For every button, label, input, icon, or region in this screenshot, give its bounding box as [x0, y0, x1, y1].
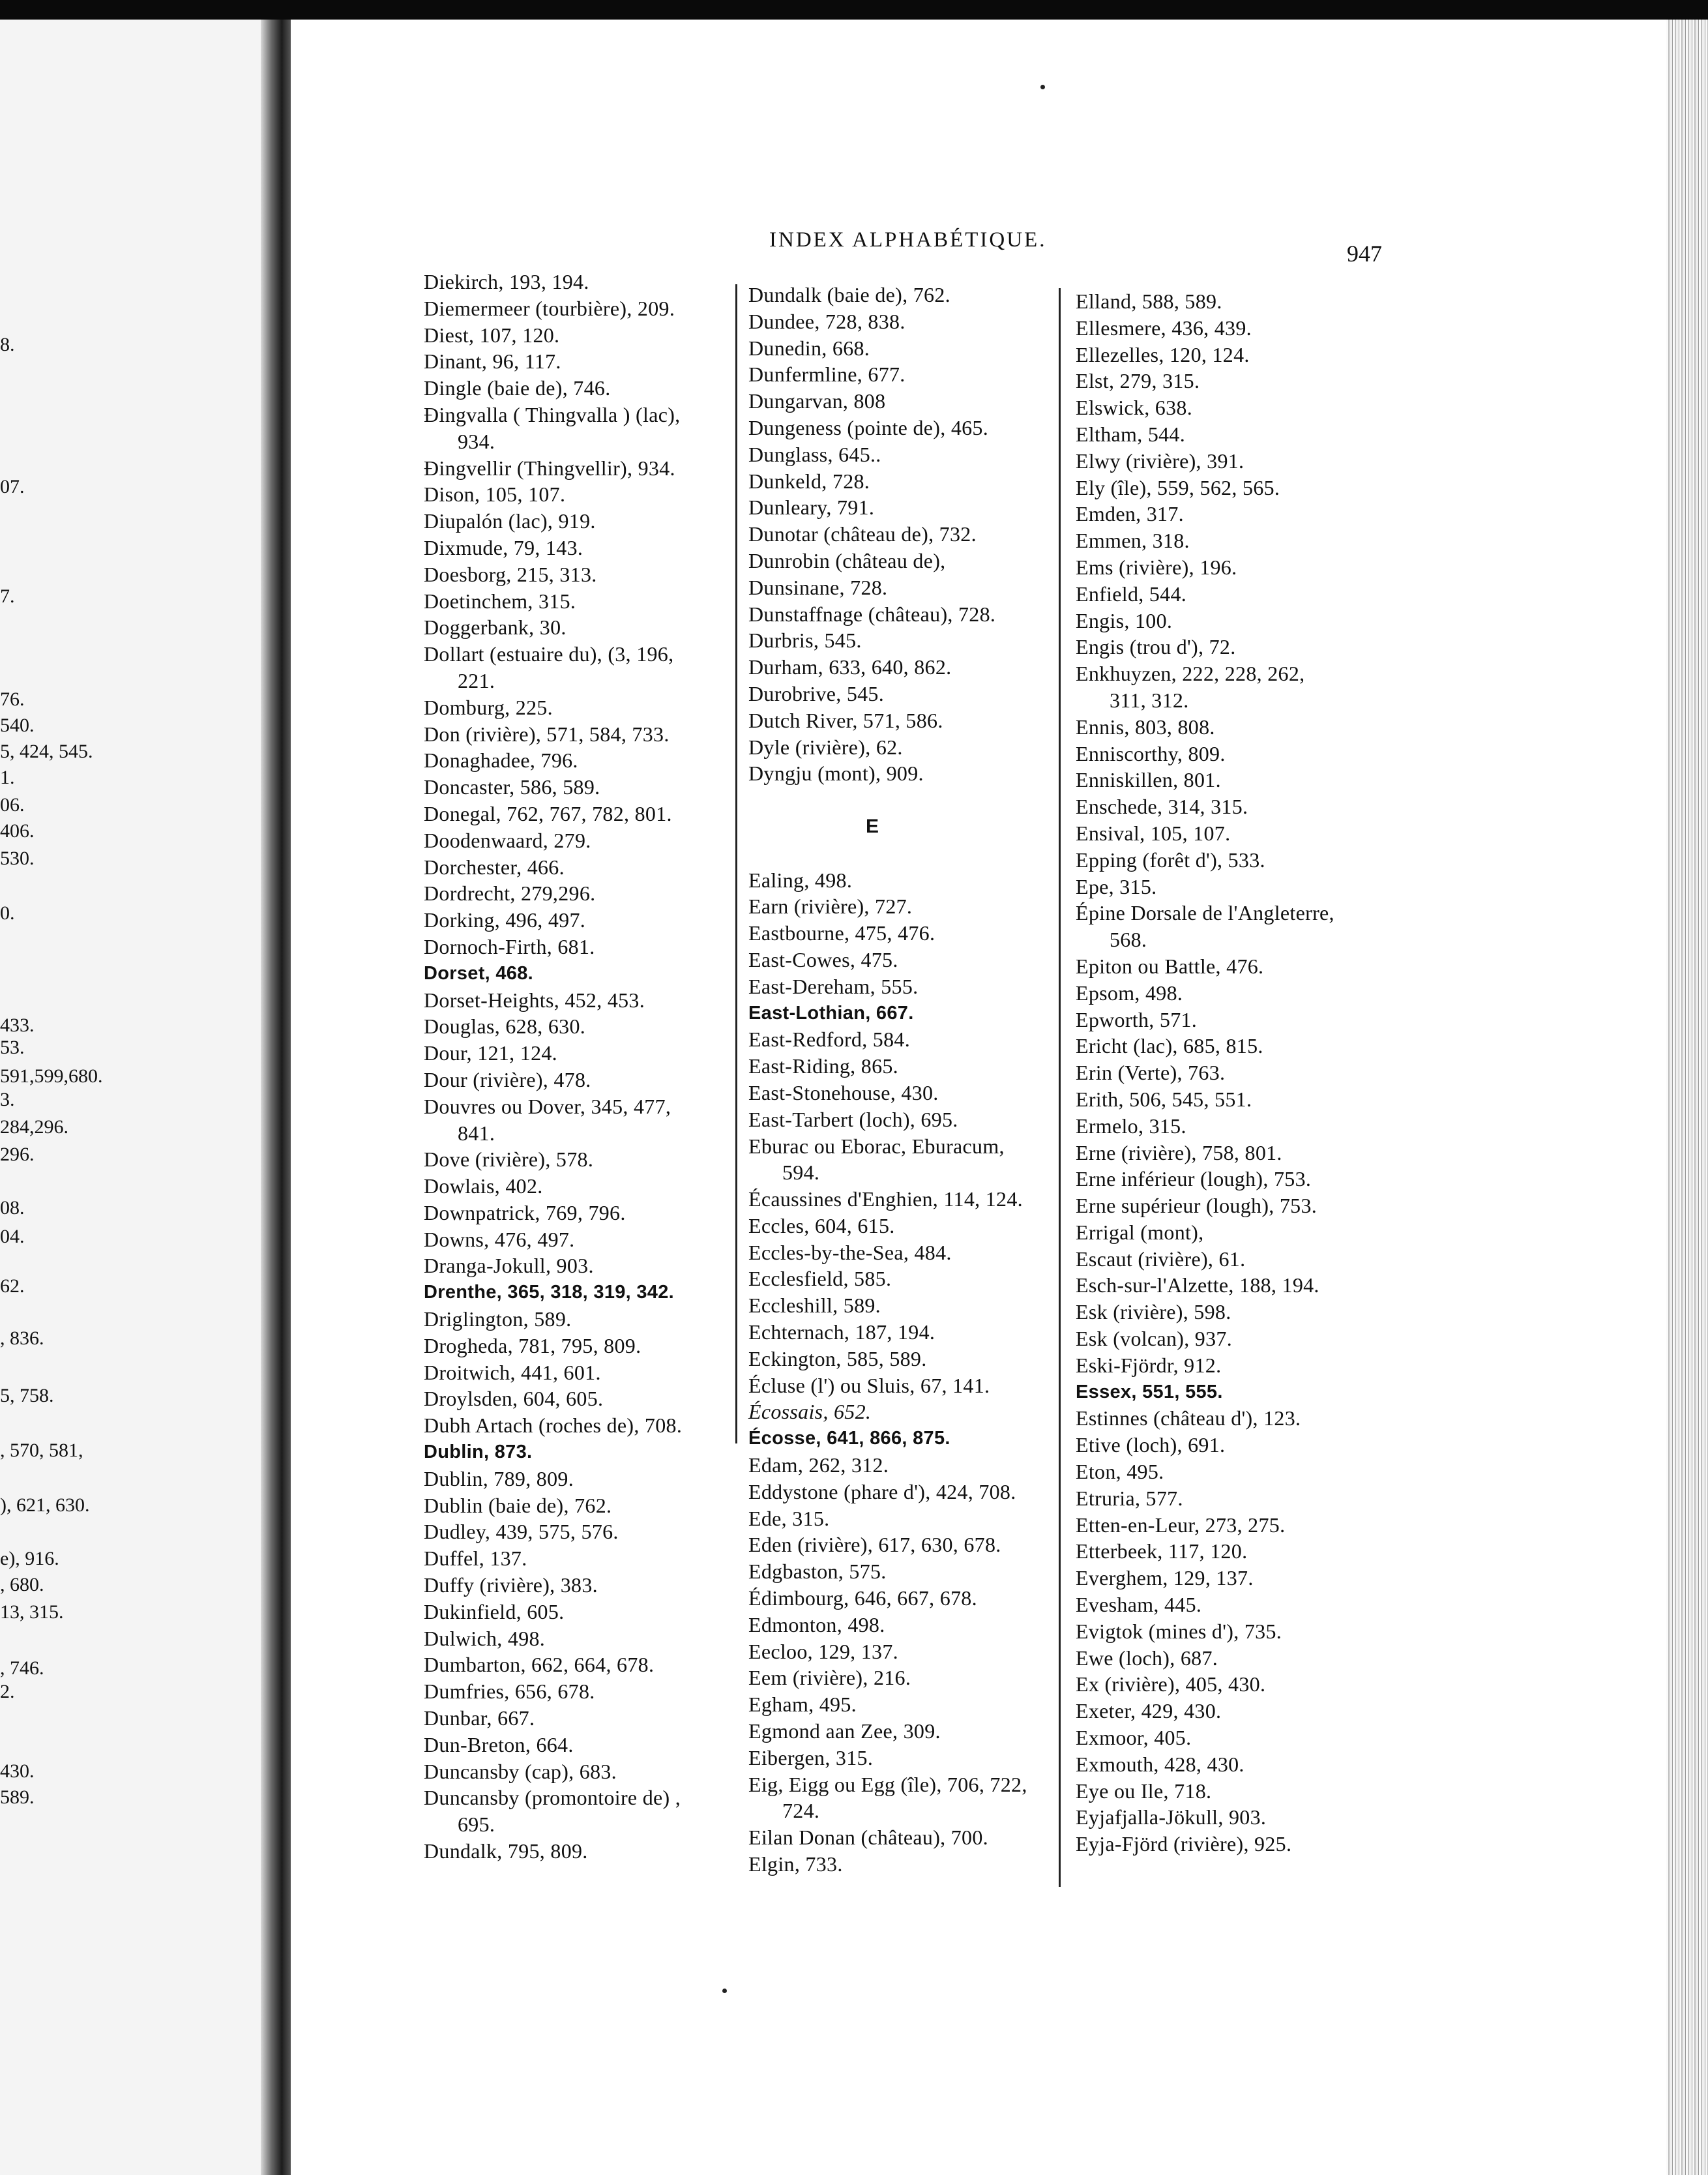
index-entry: Doncaster, 586, 589. [424, 775, 600, 799]
index-entry: Dunrobin (château de), [748, 548, 946, 572]
index-entry: Durbris, 545. [748, 629, 862, 653]
index-entry: Elst, 279, 315. [1076, 369, 1200, 393]
index-entry: Drenthe, 365, 318, 319, 342. [424, 1282, 675, 1303]
index-entry: Ennis, 803, 808. [1076, 715, 1215, 739]
index-entry: Duncansby (promontoire de) , [424, 1786, 681, 1810]
index-entry: Dunotar (château de), 732. [748, 522, 977, 546]
index-entry: Elland, 588, 589. [1076, 289, 1222, 313]
index-entry: Esk (rivière), 598. [1076, 1300, 1231, 1324]
left-page-fragment: 433. [0, 1014, 35, 1036]
left-page-fragment: , 836. [0, 1327, 44, 1349]
index-entry: Escaut (rivière), 61. [1076, 1247, 1246, 1271]
index-entry: Etterbeek, 117, 120. [1076, 1539, 1248, 1563]
left-page-fragment: 1. [0, 767, 15, 788]
index-entry: Doesborg, 215, 313. [424, 562, 597, 586]
index-entry: Egmond aan Zee, 309. [748, 1719, 941, 1743]
index-entry: Dun-Breton, 664. [424, 1732, 574, 1756]
index-entry: Eem (rivière), 216. [748, 1666, 911, 1690]
index-entry: East-Riding, 865. [748, 1054, 898, 1078]
index-entry: Ellezelles, 120, 124. [1076, 342, 1250, 366]
index-entry: Eddystone (phare d'), 424, 708. [748, 1479, 1016, 1503]
index-entry: Esch-sur-l'Alzette, 188, 194. [1076, 1273, 1319, 1297]
index-entry: 311, 312. [1110, 688, 1189, 712]
index-entry: 841. [458, 1121, 495, 1145]
column-rule [735, 284, 737, 1443]
left-page-fragment: 540. [0, 715, 35, 736]
left-page-fragment: 53. [0, 1037, 25, 1058]
index-entry: Eccles-by-the-Sea, 484. [748, 1240, 952, 1264]
left-page-fragment: 284,296. [0, 1116, 68, 1138]
index-entry: Dunfermline, 677. [748, 363, 906, 387]
index-entry: Erne supérieur (lough), 753. [1076, 1194, 1318, 1218]
index-entry: Ericht (lac), 685, 815. [1076, 1034, 1263, 1058]
index-entry: Eibergen, 315. [748, 1745, 874, 1769]
index-entry: Douvres ou Dover, 345, 477, [424, 1094, 671, 1118]
index-entry: Erne inférieur (lough), 753. [1076, 1167, 1312, 1191]
index-entry: East-Tarbert (loch), 695. [748, 1107, 958, 1131]
index-entry: Eig, Eigg ou Egg (île), 706, 722, [748, 1772, 1027, 1796]
index-entry: Etten-en-Leur, 273, 275. [1076, 1513, 1286, 1537]
index-entry: Eecloo, 129, 137. [748, 1639, 898, 1663]
left-page-fragment: 406. [0, 820, 35, 842]
index-entry: Dundalk, 795, 809. [424, 1839, 588, 1863]
page-number: 947 [1347, 241, 1382, 267]
index-entry: Eton, 495. [1076, 1460, 1164, 1484]
index-entry: Douglas, 628, 630. [424, 1014, 586, 1039]
index-entry: Dorset, 468. [424, 962, 534, 984]
index-entry: Enkhuyzen, 222, 228, 262, [1076, 662, 1305, 686]
index-entry: Dorking, 496, 497. [424, 908, 586, 932]
index-entry: Evesham, 445. [1076, 1593, 1202, 1617]
index-entry: Dison, 105, 107. [424, 482, 566, 507]
index-entry: Écaussines d'Enghien, 114, 124. [748, 1187, 1023, 1211]
index-entry: Écosse, 641, 866, 875. [748, 1428, 950, 1449]
index-entry: Dublin (baie de), 762. [424, 1493, 612, 1517]
left-page-fragment: 5, 758. [0, 1385, 54, 1406]
index-entry: Engis, 100. [1076, 608, 1173, 632]
index-entry: Ede, 315. [748, 1506, 830, 1530]
index-entry: Erith, 506, 545, 551. [1076, 1087, 1252, 1111]
index-entry: Dowlais, 402. [424, 1174, 543, 1198]
index-entry: Écluse (l') ou Sluis, 67, 141. [748, 1373, 990, 1397]
index-entry: Epworth, 571. [1076, 1007, 1198, 1031]
index-entry: Etive (loch), 691. [1076, 1433, 1226, 1457]
left-page-fragment: ), 621, 630. [0, 1494, 90, 1516]
index-entry: Écossais, 652. [748, 1400, 872, 1424]
index-entry: Dunleary, 791. [748, 496, 875, 520]
index-entry: Enniskillen, 801. [1076, 768, 1221, 792]
book-gutter [261, 20, 291, 2175]
index-entry: Epiton ou Battle, 476. [1076, 954, 1264, 978]
index-entry: Estinnes (château d'), 123. [1076, 1406, 1301, 1430]
index-entry: 594. [782, 1161, 820, 1185]
index-entry: East-Cowes, 475. [748, 947, 898, 971]
index-entry: Droylsden, 604, 605. [424, 1387, 604, 1411]
index-entry: Downs, 476, 497. [424, 1227, 575, 1251]
index-entry: East-Lothian, 667. [748, 1002, 914, 1024]
index-entry: Evigtok (mines d'), 735. [1076, 1619, 1282, 1643]
index-entry: Dunkeld, 728. [748, 469, 870, 493]
index-entry: Eyjafjalla-Jökull, 903. [1076, 1805, 1267, 1829]
index-entry: Ecclesfield, 585. [748, 1267, 892, 1291]
index-entry: Dollart (estuaire du), (3, 196, [424, 642, 674, 666]
index-entry: Edam, 262, 312. [748, 1453, 889, 1477]
index-entry: Ðingvalla ( Thingvalla ) (lac), [424, 402, 681, 426]
index-entry: Dingle (baie de), 746. [424, 376, 611, 400]
index-entry: Don (rivière), 571, 584, 733. [424, 722, 670, 746]
index-entry: Dour, 121, 124. [424, 1041, 557, 1065]
index-entry: Dyngju (mont), 909. [748, 762, 924, 786]
left-page-fragment: 589. [0, 1786, 35, 1808]
index-entry: East-Stonehouse, 430. [748, 1080, 939, 1104]
index-entry: Downpatrick, 769, 796. [424, 1200, 626, 1224]
index-column-1 [424, 269, 763, 1865]
index-entry: Enniscorthy, 809. [1076, 741, 1226, 765]
spacer [748, 787, 1087, 814]
index-entry: Duffy (rivière), 383. [424, 1573, 598, 1597]
index-entry: Dorset-Heights, 452, 453. [424, 988, 645, 1012]
ink-speck [1040, 85, 1045, 89]
index-entry: Dutch River, 571, 586. [748, 708, 943, 732]
left-page-fragment: 0. [0, 902, 15, 924]
index-entry: Dulwich, 498. [424, 1626, 546, 1650]
index-entry: Dour (rivière), 478. [424, 1067, 591, 1091]
index-entry: Ems (rivière), 196. [1076, 555, 1237, 579]
index-entry: 724. [782, 1799, 820, 1823]
index-entry: Dundee, 728, 838. [748, 309, 906, 333]
index-entry: Engis (trou d'), 72. [1076, 635, 1236, 659]
index-entry: Dukinfield, 605. [424, 1599, 565, 1623]
index-entry: Enfield, 544. [1076, 582, 1187, 606]
left-page-fragment: 76. [0, 688, 25, 710]
index-entry: Dublin, 789, 809. [424, 1466, 574, 1490]
spacer [748, 840, 1087, 867]
index-entry: Driglington, 589. [424, 1307, 572, 1331]
index-entry: Ensival, 105, 107. [1076, 821, 1231, 845]
index-entry: Echternach, 187, 194. [748, 1320, 935, 1344]
index-entry: Everghem, 129, 137. [1076, 1566, 1254, 1590]
left-page-fragment: 7. [0, 585, 15, 607]
index-entry: Exmoor, 405. [1076, 1726, 1192, 1750]
index-entry: Dunsinane, 728. [748, 575, 888, 599]
index-entry: Dubh Artach (roches de), 708. [424, 1413, 683, 1438]
index-entry: Essex, 551, 555. [1076, 1381, 1223, 1402]
index-entry: Eastbourne, 475, 476. [748, 921, 935, 945]
index-entry: Epsom, 498. [1076, 981, 1183, 1005]
left-page-fragment: 04. [0, 1226, 25, 1247]
left-page-fragment: 07. [0, 476, 25, 497]
index-entry: Domburg, 225. [424, 695, 553, 719]
index-entry: Erin (Verte), 763. [1076, 1061, 1226, 1085]
index-entry: Ðingvellir (Thingvellir), 934. [424, 456, 675, 480]
left-page-fragment: e), 916. [0, 1548, 59, 1569]
index-entry: Enschede, 314, 315. [1076, 795, 1248, 819]
left-page-fragment: 08. [0, 1197, 25, 1219]
index-entry: Dunstaffnage (château), 728. [748, 602, 996, 626]
index-entry: Eden (rivière), 617, 630, 678. [748, 1533, 1001, 1557]
index-entry: Eye ou Ile, 718. [1076, 1779, 1212, 1803]
index-entry: Dunedin, 668. [748, 336, 870, 360]
index-entry: Dornoch-Firth, 681. [424, 934, 595, 958]
left-page-fragment: 13, 315. [0, 1601, 64, 1623]
left-page-fragment: 8. [0, 334, 15, 355]
index-entry: Eckington, 585, 589. [748, 1346, 927, 1370]
index-entry: Egham, 495. [748, 1693, 857, 1717]
left-page-fragment: 296. [0, 1144, 35, 1165]
index-entry: Édimbourg, 646, 667, 678. [748, 1586, 977, 1610]
index-entry: 568. [1110, 928, 1147, 952]
left-page-fragment: 591,599,680. [0, 1065, 103, 1087]
left-page-text-fragments [0, 0, 261, 2152]
index-entry: Épine Dorsale de l'Angleterre, [1076, 901, 1334, 925]
left-page-fragment: 530. [0, 848, 35, 869]
index-entry: Exmouth, 428, 430. [1076, 1752, 1244, 1776]
index-entry: Eccles, 604, 615. [748, 1213, 895, 1237]
index-entry: Ex (rivière), 405, 430. [1076, 1672, 1266, 1696]
index-entry: Droitwich, 441, 601. [424, 1360, 601, 1384]
index-entry: Dorchester, 466. [424, 855, 565, 879]
index-entry: Durham, 633, 640, 862. [748, 655, 952, 679]
index-entry: Exeter, 429, 430. [1076, 1699, 1222, 1723]
index-entry: Eltham, 544. [1076, 422, 1186, 446]
index-entry: Esk (volcan), 937. [1076, 1327, 1233, 1351]
index-entry: Epe, 315. [1076, 874, 1157, 898]
index-entry: Dranga-Jokull, 903. [424, 1254, 594, 1278]
index-entry: Dinant, 96, 117. [424, 349, 561, 374]
index-entry: East-Redford, 584. [748, 1028, 911, 1052]
index-entry: 934. [458, 429, 495, 453]
index-entry: Diekirch, 193, 194. [424, 270, 589, 293]
running-header: INDEX ALPHABÉTIQUE. [769, 228, 1047, 252]
index-entry: Errigal (mont), [1076, 1220, 1204, 1244]
index-entry: Donegal, 762, 767, 782, 801. [424, 801, 672, 825]
index-entry: Emden, 317. [1076, 502, 1184, 526]
index-entry: Dunbar, 667. [424, 1706, 535, 1730]
index-entry: Diupalón (lac), 919. [424, 509, 596, 533]
index-entry: Diemermeer (tourbière), 209. [424, 296, 675, 320]
index-entry: Eccleshill, 589. [748, 1294, 881, 1318]
left-page-fragment: , 680. [0, 1574, 44, 1595]
index-entry: Dumfries, 656, 678. [424, 1679, 595, 1704]
index-entry: Edmonton, 498. [748, 1612, 885, 1636]
index-entry: Dunglass, 645.. [748, 442, 881, 466]
index-column-3 [1076, 288, 1415, 1857]
index-entry: Dundalk (baie de), 762. [748, 283, 950, 306]
index-entry: Duncansby (cap), 683. [424, 1759, 617, 1783]
index-entry: Duffel, 137. [424, 1546, 527, 1571]
index-entry: Dublin, 873. [424, 1442, 533, 1463]
index-entry: Ely (île), 559, 562, 565. [1076, 475, 1280, 499]
index-entry: Donaghadee, 796. [424, 748, 578, 773]
index-entry: 695. [458, 1813, 495, 1837]
left-page-fragment: 62. [0, 1275, 25, 1297]
index-entry: Eyja-Fjörd (rivière), 925. [1076, 1832, 1292, 1856]
index-entry: Dungarvan, 808 [748, 389, 886, 413]
index-entry: Eburac ou Eborac, Eburacum, [748, 1134, 1005, 1158]
index-entry: Dungeness (pointe de), 465. [748, 415, 989, 439]
index-entry: Erne (rivière), 758, 801. [1076, 1140, 1282, 1164]
index-entry: Doggerbank, 30. [424, 615, 567, 640]
index-entry: Earn (rivière), 727. [748, 895, 913, 919]
left-page-fragment: , 746. [0, 1657, 44, 1679]
index-entry: Dyle (rivière), 62. [748, 735, 903, 759]
left-page-fragment: 06. [0, 794, 25, 816]
index-entry: Eski-Fjördr, 912. [1076, 1353, 1222, 1377]
left-page-fragment: 5, 424, 545. [0, 741, 93, 762]
index-entry: Elswick, 638. [1076, 396, 1192, 420]
column-rule [1059, 288, 1061, 1887]
left-page-fragment: 2. [0, 1681, 15, 1702]
index-entry: Doetinchem, 315. [424, 589, 576, 613]
index-entry: 221. [458, 668, 495, 692]
index-entry: Durobrive, 545. [748, 681, 885, 705]
index-entry: Ewe (loch), 687. [1076, 1646, 1218, 1670]
index-entry: Doodenwaard, 279. [424, 828, 591, 852]
left-page-fragment: , 570, 581, [0, 1440, 83, 1461]
index-entry: Diest, 107, 120. [424, 323, 560, 347]
index-column-2 [748, 282, 1087, 1878]
ink-speck [722, 1989, 727, 1993]
index-entry: Elwy (rivière), 391. [1076, 449, 1244, 473]
left-page-fragment: 3. [0, 1089, 15, 1110]
index-entry: Dixmude, 79, 143. [424, 535, 583, 559]
index-entry: East-Dereham, 555. [748, 974, 919, 998]
index-entry: Elgin, 733. [748, 1852, 843, 1876]
left-page-fragment: 430. [0, 1760, 35, 1782]
index-entry: Ealing, 498. [748, 868, 853, 892]
page-edges [1666, 20, 1708, 2175]
index-entry: Drogheda, 781, 795, 809. [424, 1333, 641, 1357]
index-entry: Etruria, 577. [1076, 1486, 1183, 1510]
index-entry: Dove (rivière), 578. [424, 1147, 594, 1172]
index-entry: Emmen, 318. [1076, 529, 1190, 553]
index-entry: Dudley, 439, 575, 576. [424, 1520, 619, 1544]
index-entry: Epping (forêt d'), 533. [1076, 848, 1265, 872]
index-entry: Edgbaston, 575. [748, 1560, 887, 1584]
index-entry: Ellesmere, 436, 439. [1076, 316, 1252, 340]
index-entry: Ermelo, 315. [1076, 1114, 1186, 1138]
section-letter: E [866, 815, 879, 837]
index-entry: Dumbarton, 662, 664, 678. [424, 1653, 655, 1677]
index-entry: Dordrecht, 279,296. [424, 881, 596, 906]
index-entry: Eilan Donan (château), 700. [748, 1826, 988, 1850]
